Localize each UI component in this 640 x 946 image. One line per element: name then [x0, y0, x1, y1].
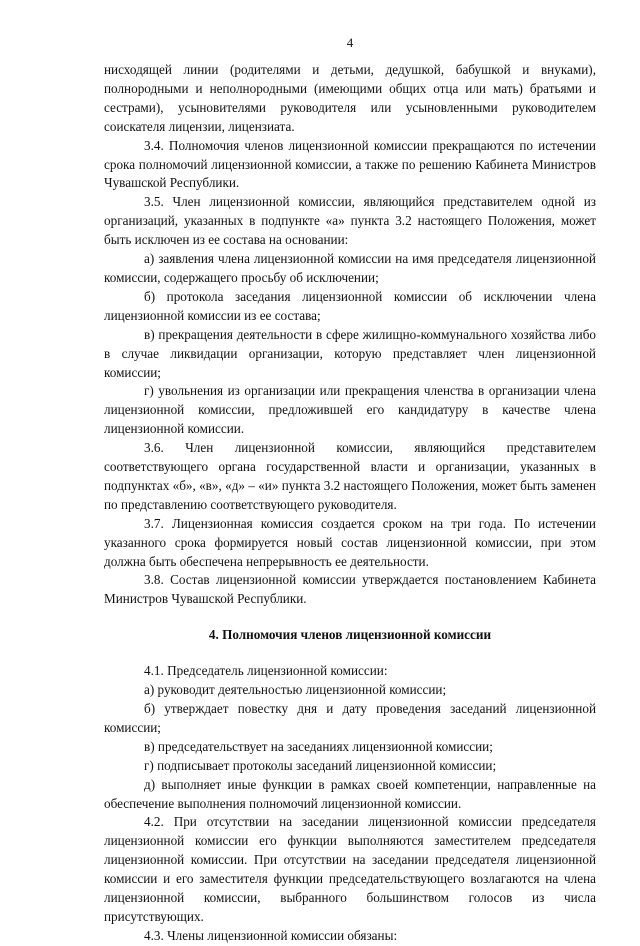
paragraph: нисходящей линии (родителями и детьми, дедушкой, бабушкой и внуками), полнородными и неполнородными (имеющими общих отца или мать) братьями и сестрами), усыновителями руководителя или усыновленными руководителем соискателя лицензии, лицензиата. — [104, 62, 596, 134]
paragraph: 4.3. Члены лицензионной комиссии обязаны: — [144, 927, 398, 943]
paragraph: 3.5. Член лицензионной комиссии, являющийся представителем одной из организаций, указанных в подпункте «а» пункта 3.2 настоящего Положения, может быть исключен из ее состава на основании: — [104, 194, 596, 248]
paragraph: г) подписывает протоколы заседаний лицензионной комиссии; — [144, 757, 497, 773]
paragraph: б) протокола заседания лицензионной комиссии об исключении члена лицензионной комиссии из ее состава; — [104, 288, 596, 323]
paragraph: г) увольнения из организации или прекращения членства в организации члена лицензионной комиссии, предложившей его кандидатуру в качестве члена лицензионной комиссии. — [104, 383, 596, 437]
paragraph: д) выполняет иные функции в рамках своей компетенции, направленные на обеспечение выполнения полномочий лицензионной комиссии. — [104, 776, 596, 811]
paragraph: а) руководит деятельностью лицензионной комиссии; — [144, 682, 447, 698]
paragraph: 3.8. Состав лицензионной комиссии утверждается постановлением Кабинета Министров Чувашской Республики. — [104, 572, 596, 607]
paragraph: а) заявления члена лицензионной комиссии на имя председателя лицензионной комиссии, содержащего просьбу об исключении; — [104, 251, 596, 285]
paragraph: 3.4. Полномочия членов лицензионной комиссии прекращаются по истечении срока полномочий лицензионной комиссии, а также по решению Кабинета Министров Чувашской Республики. — [104, 137, 596, 191]
paragraph: 4.2. При отсутствии на заседании лицензионной комиссии председателя лицензионной комиссии его функции выполняются заместителем председателя лицензионной комиссии. При отсутствии на заседании председателя лицензионной комиссии и его заместителя функции председательствующего возлагаются на члена лицензионной комиссии, выбранного большинством голосов из числа присутствующих. — [104, 814, 596, 924]
document-body — [104, 61, 596, 946]
paragraph: 3.7. Лицензионная комиссия создается сроком на три года. По истечении указанного срока формируется новый состав лицензионной комиссии, при этом должна быть обеспечена непрерывность ее деятельности. — [104, 515, 596, 569]
page-number: 4 — [346, 35, 354, 50]
paragraph: 3.6. Член лицензионной комиссии, являющийся представителем соответствующего органа государственной власти и организации, указанных в подпунктах «б», «в», «д» – «и» пункта 3.2 настоящего Положения, может быть заменен по представлению соответствующего руководителя. — [104, 440, 596, 512]
paragraph: 4.1. Председатель лицензионной комиссии: — [144, 663, 388, 679]
paragraph: б) утверждает повестку дня и дату проведения заседаний лицензионной комиссии; — [104, 701, 596, 735]
paragraphs-section-4 — [104, 662, 596, 946]
paragraphs-section-3 — [104, 61, 596, 609]
paragraph: в) председательствует на заседаниях лицензионной комиссии; — [144, 738, 493, 754]
paragraph: в) прекращения деятельности в сфере жилищно-коммунального хозяйства либо в случае ликвидации организации, которую представляет член лицензионной комиссии; — [104, 326, 596, 380]
section-title: 4. Полномочия членов лицензионной комиссии — [208, 627, 492, 643]
